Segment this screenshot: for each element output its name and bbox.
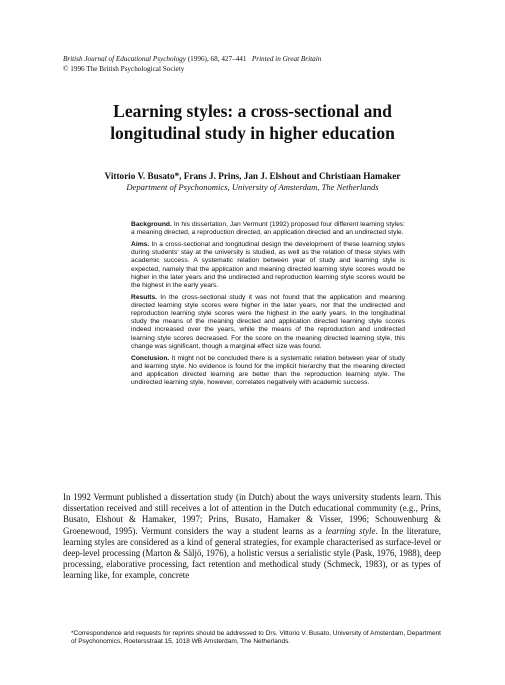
affiliation: Department of Psychonomics, University of Amsterdam, The Netherlands (126, 182, 379, 192)
body-text (63, 492, 441, 582)
footnote-text: *Correspondence and requests for reprints should be addressed to Drs. Vittorio V. Busato, University of Amsterdam, Department of Psychonomics, Roetersstraat 15, 1018 WB Amsterdam, The Netherlands. (71, 630, 441, 645)
body-paragraph (63, 492, 441, 582)
printed-in: Printed in Great Britain (251, 55, 322, 63)
conclusion-text: It might not be concluded there is a systematic relation between year of study and learning style. No evidence is found for the implicit hierarchy that the meaning directed and application directed learning are better than the reproduction learning style. The undirected learning style, however, correlates negatively with academic success. (131, 354, 405, 387)
body-text-part-1: In 1992 Vermunt published a dissertation study (in Dutch) about the ways university students learn. This dissertation received and still receives a lot of attention in the Dutch educational community (e.g., Prins, Busato, Elshout & Hamaker, 1997; Prins, Busato, Hamaker & Visser, 1996; Schouwenburg & Groenewoud, 1995). Vermunt considers the way a student learns as a (63, 492, 441, 536)
citation: (1996), 68, 427–441 (185, 55, 247, 63)
abstract-aims (131, 241, 405, 290)
title-line-1: Learning styles: a cross-sectional and (113, 101, 392, 121)
body-emphasis: learning style (325, 525, 376, 536)
citation-line (63, 55, 321, 65)
footnote (63, 630, 441, 646)
body-text-part-2: . In the literature, learning styles are considered as a kind of general strategies, for example characterised as surface-level or deep-level processing (Marton & Säljö, 1976), a holistic versus a serialistic style (Pask, 1976, 1988), deep processing, elaborative processing, fact retention and methodical study (Schmeck, 1983), or as types of learning like, for example, concrete (63, 525, 442, 581)
copyright: © 1996 The British Psychological Society (63, 64, 185, 73)
background-heading: Background. (131, 221, 172, 228)
background-text: In his dissertation, Jan Vermunt (1992) proposed four different learning styles: a meaning directed, a reproduction directed, an application directed and an undirected style. (131, 221, 405, 237)
abstract (131, 221, 405, 391)
journal-header (63, 55, 321, 74)
aims-text: In a cross-sectional and longitudinal design the development of these learning styles during students' stay at the university is studied, as well as the relation of these styles with academic success. A systematic relation between year of study and learning style is expected, namely that the application and meaning directed learning style scores would be higher in the later years and the undirected and reproduction learning style scores would be the highest in the early years. (131, 240, 405, 289)
aims-heading: Aims. (131, 240, 150, 248)
abstract-results (131, 294, 405, 351)
conclusion-heading: Conclusion. (131, 354, 170, 362)
results-text: In the cross-sectional study it was not found that the application and meaning directed learning style scores were higher in the later years, nor that the undirected and reproduction learning style scores were the highest in the early years. In the longitudinal study the means of the meaning directed and application directed learning style scores indeed increased over the years, while the means of the reproduction and undirected learning style scores decreased. For the score on the meaning directed learning style, this change was significant, though a marginal effect size was found. (131, 293, 405, 350)
journal-name: British Journal of Educational Psychology (63, 55, 186, 63)
authors: Vittorio V. Busato*, Frans J. Prins, Jan J. Elshout and Christiaan Hamaker (104, 171, 401, 181)
paper-title (40, 100, 465, 144)
title-line-2: longitudinal study in higher education (110, 123, 395, 143)
results-heading: Results. (131, 293, 158, 301)
abstract-conclusion (131, 355, 405, 388)
abstract-background (131, 221, 405, 237)
